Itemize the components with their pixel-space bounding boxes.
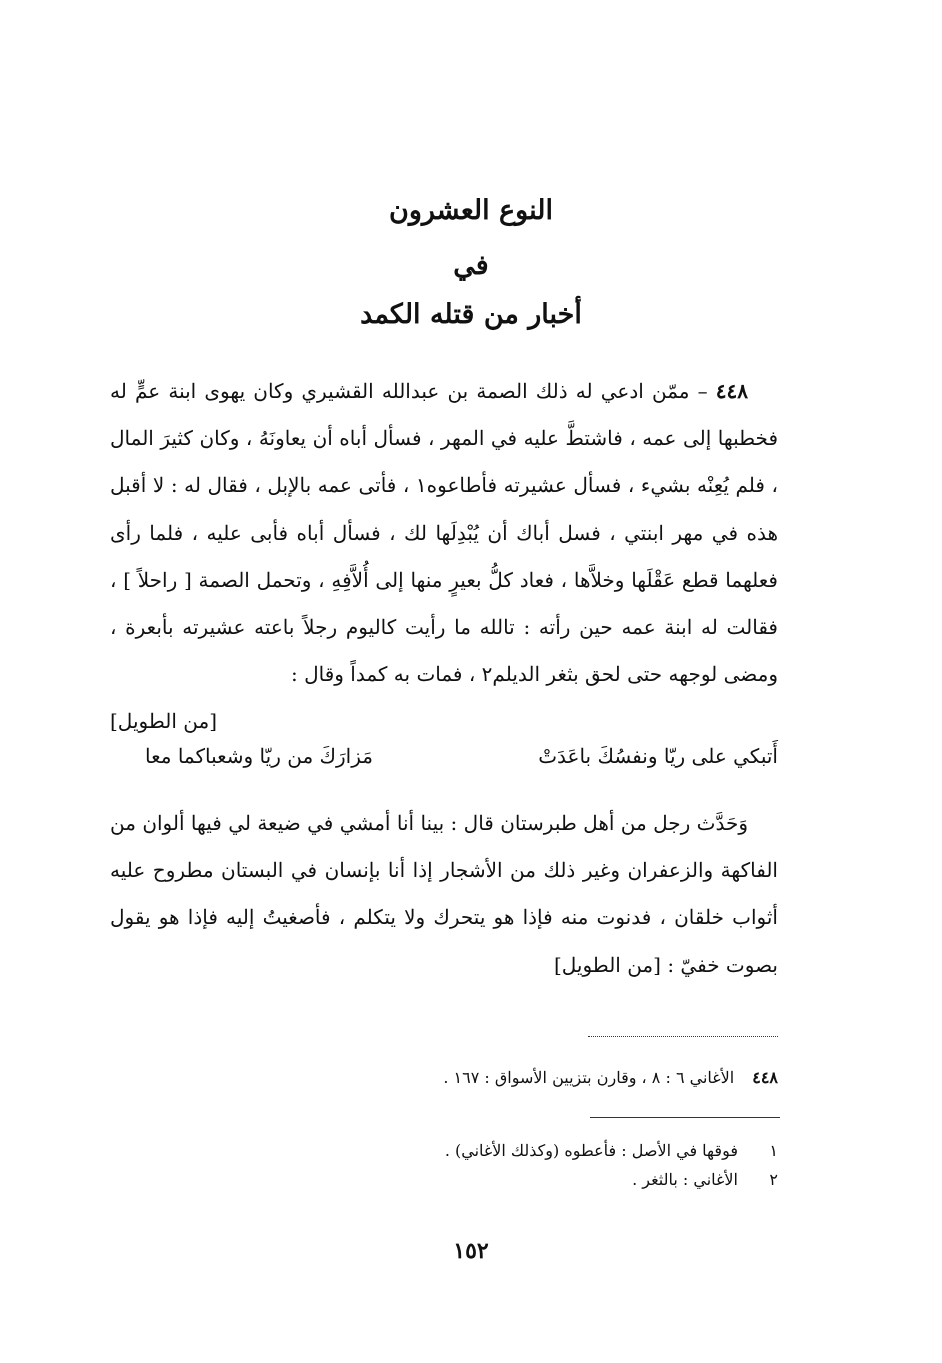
chapter-subtitle: أخبار من قتله الكمد <box>360 299 582 330</box>
entry-dash: – <box>697 379 708 403</box>
entry-number: ٤٤٨ <box>715 379 749 403</box>
poem-verse <box>145 736 778 776</box>
footnote-text: فوقها في الأصل : فأعطوه (وكذلك الأغاني) . <box>444 1141 738 1160</box>
footnote-text: الأغاني : بالثغر . <box>632 1170 738 1189</box>
entry-paragraph <box>110 368 778 746</box>
source-footnote <box>443 1066 778 1090</box>
source-footnote-number: ٤٤٨ <box>752 1068 778 1087</box>
footnote-1 <box>445 1139 778 1163</box>
dotted-separator <box>588 1036 778 1037</box>
source-footnote-text: الأغاني ٦ : ٨ ، وقارن بتزيين الأسواق : ١٦٧ . <box>443 1068 735 1087</box>
footnote-number: ١ <box>769 1141 778 1160</box>
footnote-number: ٢ <box>769 1170 778 1189</box>
chapter-title-preposition: في <box>453 250 489 281</box>
page-number: ١٥٢ <box>453 1238 489 1264</box>
entry-meter: [من الطويل] <box>110 709 218 734</box>
footnote-2 <box>632 1168 778 1192</box>
narrative-text: وَحَدَّث رجل من أهل طبرستان قال : بينا أنا أمشي في ضيعة لي فيها ألوان من الفاكهة والزعفران وغير ذلك من الأشجار إذا أنا بإنسان في البستان مطروح عليه أثواب خلقان ، فدنوت منه فإذا هو يتحرك ولا يتكلم ، فأصغيتُ إليه فإذا هو يقول بصوت خفيّ : <box>110 811 778 977</box>
narrative-paragraph <box>110 800 778 989</box>
narrative-meter: [من الطويل] <box>553 952 661 977</box>
verse-first-hemistich: أَتبكي على ريّا ونفسُكَ باعَدَتْ <box>538 744 778 768</box>
verse-second-hemistich: مَزارَكَ من ريّا وشعباكما معا <box>145 744 373 768</box>
chapter-title: النوع العشرون <box>389 195 553 226</box>
footnote-separator <box>590 1117 780 1118</box>
entry-text: ممّن ادعي له ذلك الصمة بن عبدالله القشيري وكان يهوى ابنة عمٍّ له فخطبها إلى عمه ، فاشتطَّ عليه في المهر ، فسأل أباه أن يعاونَهُ ، وكان كثيرَ المال ، فلم يُعِنْه بشيء ، فسأل عشيرته فأطاعوه١ ، فأتى عمه بالإبل ، فقال له : لا أقبل هذه في مهر ابنتي ، فسل أباك أن يُبْدِلَها لك ، فسأل أباه فأبى عليه ، فلما رأى فعلهما قطع عَقْلَها وخلاَّها ، فعاد كلُّ بعيرٍ منها إلى أُلاَّفِهِ ، وتحمل الصمة [ راحلاً ] ، فقالت له ابنة عمه حين رأته : تالله ما رأيت كاليوم رجلاً باعته عشيرته بأبعرة ، ومضى لوجهه حتى لحق بثغر الديلم٢ ، فمات به كمداً وقال : <box>110 379 778 687</box>
